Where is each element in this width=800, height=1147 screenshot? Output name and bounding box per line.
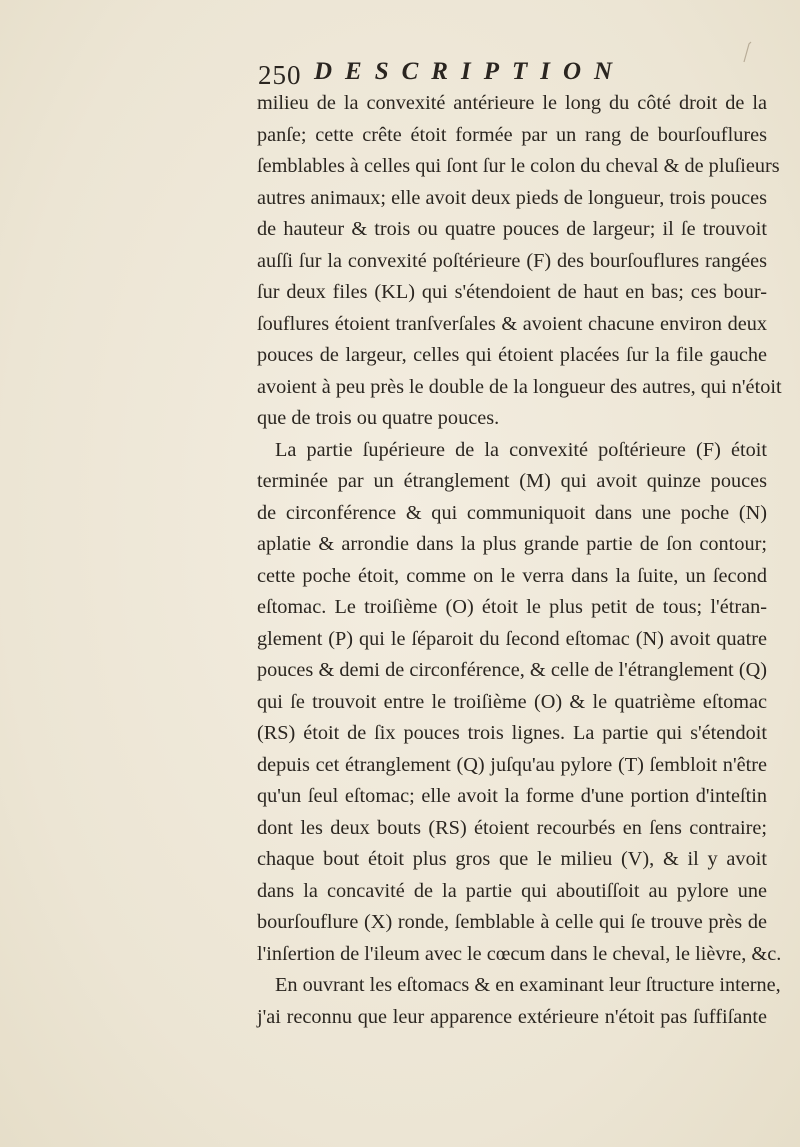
text-line: aplatie & arrondie dans la plus grande partie de ſon contour;	[257, 533, 767, 555]
text-line: pouces de largeur, celles qui étoient placées ſur la file gauche	[257, 344, 767, 366]
text-line: depuis cet étranglement (Q) juſqu'au pylore (T) ſembloit n'être	[257, 753, 767, 776]
text-line: eſtomac. Le troiſième (O) étoit le plus petit de tous; l'étran-	[257, 596, 767, 618]
margin-mark-icon	[740, 40, 756, 64]
text-line: de circonférence & qui communiquoit dans une poche (N)	[257, 501, 767, 524]
text-line: pouces & demi de circonférence, & celle de l'étranglement (Q)	[257, 659, 767, 681]
text-line: j'ai reconnu que leur apparence extérieure n'étoit pas ſuffiſante	[257, 1005, 767, 1028]
text-line: dont les deux bouts (RS) étoient recourbés en ſens contraire;	[257, 816, 767, 839]
text-line: ſouflures étoient tranſverſales & avoient chacune environ deux	[257, 312, 767, 335]
page-number: 250	[258, 60, 302, 90]
text-line: de hauteur & trois ou quatre pouces de largeur; il ſe trouvoit	[257, 218, 767, 240]
text-line: ſemblables à celles qui ſont ſur le colon du cheval & de pluſieurs	[257, 155, 780, 177]
text-line: panſe; cette crête étoit formée par un rang de bourſouflures	[257, 123, 767, 146]
text-line: dans la concavité de la partie qui aboutiſſoit au pylore une	[257, 879, 767, 902]
paragraph-start-line: La partie ſupérieure de la convexité poſtérieure (F) étoit	[275, 438, 767, 461]
text-line: autres animaux; elle avoit deux pieds de longueur, trois pouces	[257, 186, 767, 209]
text-line: qui ſe trouvoit entre le troiſième (O) & le quatrième eſtomac	[257, 690, 767, 713]
text-line: chaque bout étoit plus gros que le milieu (V), & il y avoit	[257, 848, 767, 870]
text-line: milieu de la convexité antérieure le long du côté droit de la	[257, 92, 767, 114]
text-line: l'inſertion de l'ileum avec le cœcum dans le cheval, le lièvre, &c.	[257, 942, 782, 965]
paragraph-start-line: En ouvrant les eſtomacs & en examinant leur ſtructure interne,	[275, 974, 781, 996]
running-title: DESCRIPTION	[314, 58, 626, 85]
body-text	[257, 88, 782, 1033]
paragraph-end-line: que de trois ou quatre pouces.	[257, 407, 500, 429]
text-line: qu'un ſeul eſtomac; elle avoit la forme d'une portion d'inteſtin	[257, 785, 767, 807]
text-line: auſſi ſur la convexité poſtérieure (F) des bourſouflures rangées	[257, 249, 767, 272]
text-line: ſur deux files (KL) qui s'étendoient de haut en bas; ces bour-	[257, 281, 767, 303]
text-line: cette poche étoit, comme on le verra dans la ſuite, un ſecond	[257, 564, 767, 587]
text-line: avoient à peu près le double de la longueur des autres, qui n'étoit	[257, 375, 782, 398]
text-line: glement (P) qui le ſéparoit du ſecond eſtomac (N) avoit quatre	[257, 627, 767, 650]
text-line: bourſouflure (X) ronde, ſemblable à celle qui ſe trouve près de	[257, 911, 767, 933]
text-line: terminée par un étranglement (M) qui avoit quinze pouces	[257, 470, 767, 492]
text-line: (RS) étoit de ſix pouces trois lignes. La partie qui s'étendoit	[257, 722, 767, 744]
